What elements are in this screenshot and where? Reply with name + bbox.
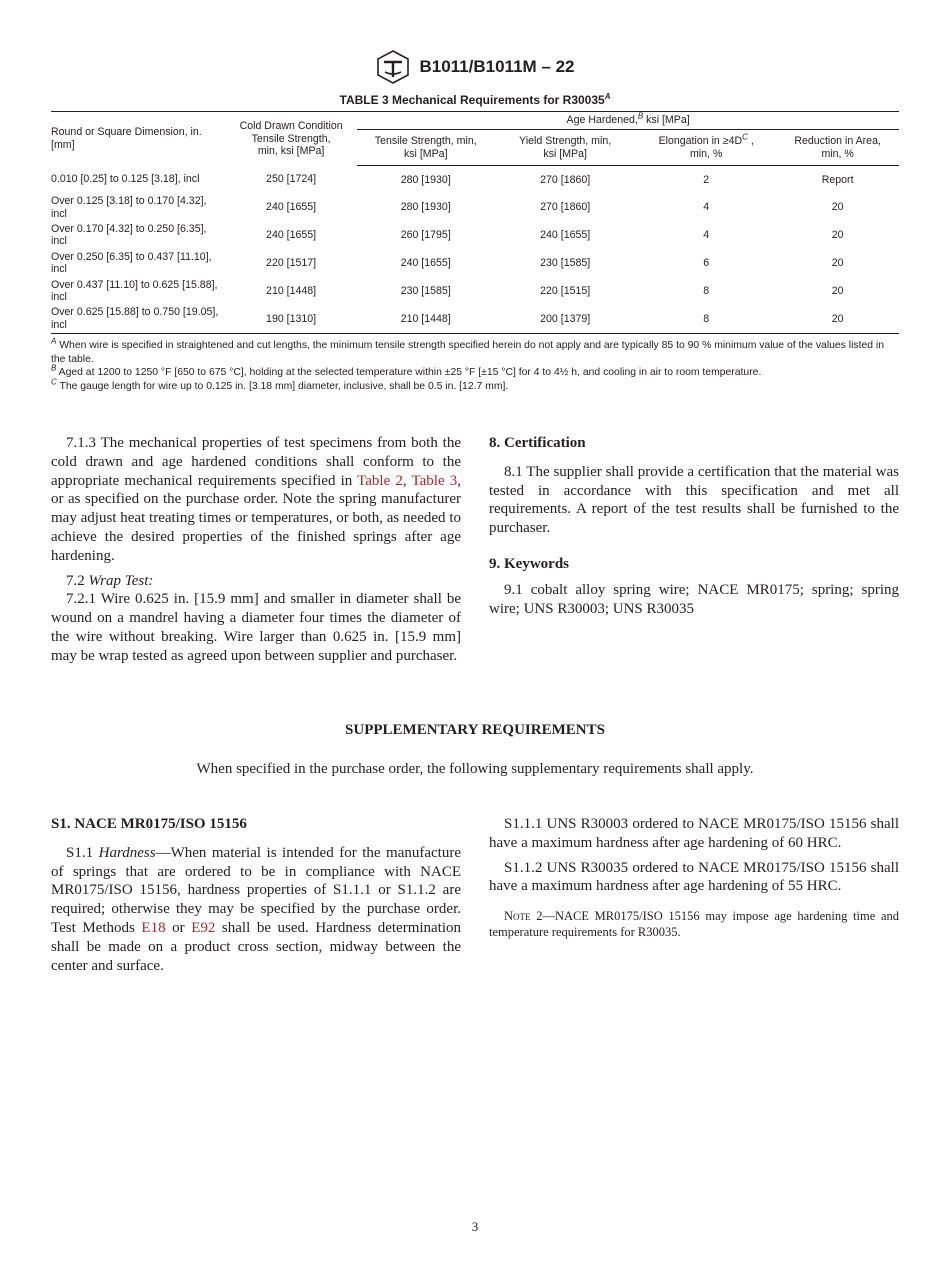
heading-s1: S1. NACE MR0175/ISO 15156 <box>51 816 247 832</box>
left-column-upper <box>51 434 461 666</box>
cell-age-tensile: 240 [1655] <box>400 257 451 270</box>
cell-age-tensile: 280 [1930] <box>400 173 451 186</box>
cell-reduction: 20 <box>831 257 844 270</box>
table-row <box>51 194 899 222</box>
cell-reduction: 20 <box>831 284 844 297</box>
cell-elongation: 8 <box>636 305 776 333</box>
header-dimension: Round or Square Dimension, in. [mm] <box>51 112 225 166</box>
cell-reduction: Report <box>821 173 854 186</box>
cell-yield: 240 [1655] <box>540 229 591 242</box>
footnote-b: $^B$ Aged at 1200 to 1250 °F [650 to 675 °C], holding at the selected temperature within ±25 °F [±15 °C] for 4 to 4½ h, and cooling in air to room temperature. <box>51 363 762 378</box>
cell-cold-tensile: 210 [1448] <box>266 284 317 297</box>
supplementary-intro: When specified in the purchase order, the following supplementary requirements shall apply. <box>196 761 754 777</box>
page-number: 3 <box>471 1219 479 1234</box>
link-e18[interactable]: E18 <box>141 919 166 936</box>
paragraph-s1-1-2: S1.1.2 UNS R30035 ordered to NACE MR0175/ISO 15156 shall have a maximum hardness after age hardening of 55 HRC. <box>489 859 899 895</box>
cell-dimension: Over 0.437 [11.10] to 0.625 [15.88], incl <box>51 278 218 304</box>
cell-age-tensile: 260 [1795] <box>400 229 451 242</box>
cell-reduction: 20 <box>831 201 844 214</box>
astm-logo-icon <box>375 50 411 84</box>
page-header <box>0 50 950 89</box>
table-row <box>51 222 899 250</box>
header-reduction-in-area: Reduction in Area, min, % <box>776 130 899 166</box>
cell-yield: 220 [1515] <box>540 284 591 297</box>
cell-yield: 270 [1860] <box>540 201 591 214</box>
header-tensile-strength: Tensile Strength, min, ksi [MPa] <box>357 130 494 166</box>
cell-elongation: 2 <box>703 173 710 186</box>
table-row <box>51 277 899 305</box>
cell-age-tensile: 280 [1930] <box>400 201 451 214</box>
cell-yield: 270 [1860] <box>540 173 591 186</box>
link-e92[interactable]: E92 <box>191 919 216 936</box>
cell-dimension: Over 0.170 [4.32] to 0.250 [6.35], incl <box>51 222 207 248</box>
supplementary-title: SUPPLEMENTARY REQUIREMENTS <box>345 722 605 738</box>
note-2: Note 2—NACE MR0175/ISO 15156 may impose age hardening time and temperature requirements for R30035. <box>489 909 899 940</box>
heading-certification: 8. Certification <box>489 435 586 451</box>
paragraph-7-1-3: 7.1.3 The mechanical properties of test specimens from both the cold drawn and age hardened conditions shall conform to the appropriate mechanical requirements specified in Table 2, Table 3, or as specified on the purchase order. Note the spring manufacturer may adjust heat treating times or temperatures, or both, as needed to achieve the desired properties of the finished springs after age hardening. <box>51 435 461 564</box>
paragraph-9-1: 9.1 cobalt alloy spring wire; NACE MR0175; spring; spring wire; UNS R30003; UNS R30035 <box>489 581 899 617</box>
header-elongation: Elongation in $\ge 4D^C$ , min, % <box>636 130 776 166</box>
left-column-lower <box>51 815 461 975</box>
table-title: TABLE 3 Mechanical Requirements for $R30035^A$ <box>339 92 611 107</box>
paragraph-7-2: 7.2 Wrap Test: <box>66 572 154 589</box>
cell-age-tensile: 230 [1585] <box>400 284 451 297</box>
cell-reduction: 20 <box>776 305 899 333</box>
paragraph-8-1: 8.1 The supplier shall provide a certification that the material was tested in accordance with this specification and met all requirements. A report of the test results shall be furnished to the purchaser. <box>489 463 899 537</box>
cell-reduction: 20 <box>831 229 844 242</box>
cell-dimension: Over 0.250 [6.35] to 0.437 [11.10], incl <box>51 250 212 276</box>
cell-cold-tensile: 220 [1517] <box>266 257 317 270</box>
table-row <box>51 249 899 277</box>
link-table-2[interactable]: Table 2 <box>357 472 403 489</box>
paragraph-s1-1-1: S1.1.1 UNS R30003 ordered to NACE MR0175/ISO 15156 shall have a maximum hardness after age hardening of 60 HRC. <box>489 816 899 851</box>
header-cold-drawn: Cold Drawn Condition Tensile Strength, min, ksi [MPa] <box>225 112 357 166</box>
cell-elongation: 4 <box>703 201 710 214</box>
footnote-a: $^A$ When wire is specified in straightened and cut lengths, the minimum tensile strength specified herein do not apply and are typically 85 to 90 % minimum value of the values listed in the table. <box>51 336 884 365</box>
paragraph-s1-1: S1.1 Hardness—When material is intended for the manufacture of springs that are ordered to be in compliance with NACE MR0175/ISO 15156, hardness properties of S1.1.1 or S1.1.2 are required; otherwise they may be specified by the purchase order. Test Methods E18 or E92 shall be used. Hardness determination shall be made on a product cross section, midway between the center and surface. <box>51 844 462 974</box>
cell-cold-tensile: 250 [1724] <box>266 173 317 186</box>
document-designation: B1011/B1011M – 22 <box>419 57 575 76</box>
table-row <box>51 305 899 333</box>
footnote-c: $^C$ The gauge length for wire up to 0.125 in. [3.18 mm] diameter, inclusive, shall be 0.5 in. [12.7 mm]. <box>51 377 509 392</box>
header-yield-strength: Yield Strength, min, ksi [MPa] <box>494 130 636 166</box>
cell-yield: 200 [1379] <box>494 305 636 333</box>
mechanical-requirements-table <box>51 111 899 334</box>
header-age-hardened: Age Hardened,$^B$ ksi [MPa] <box>357 112 899 130</box>
link-table-3[interactable]: Table 3 <box>411 472 458 489</box>
table-row <box>51 166 899 194</box>
right-column-upper <box>489 434 899 618</box>
cell-age-tensile: 210 [1448] <box>357 305 494 333</box>
paragraph-7-2-1: 7.2.1 Wire 0.625 in. [15.9 mm] and smaller in diameter shall be wound on a mandrel having a diameter four times the diameter of the wire without breaking. Wire larger than 0.625 in. [15.9 mm] may be wrap tested as agreed upon between supplier and purchaser. <box>51 591 461 664</box>
cell-yield: 230 [1585] <box>540 257 591 270</box>
cell-elongation: 4 <box>703 229 710 242</box>
cell-cold-tensile: 190 [1310] <box>225 305 357 333</box>
cell-cold-tensile: 240 [1655] <box>266 201 317 214</box>
cell-dimension: Over 0.125 [3.18] to 0.170 [4.32], incl <box>51 195 207 220</box>
right-column-lower <box>489 815 899 940</box>
heading-keywords: 9. Keywords <box>489 555 569 572</box>
table-footnotes <box>51 336 899 393</box>
cell-elongation: 8 <box>703 284 710 297</box>
cell-dimension: 0.010 [0.25] to 0.125 [3.18], incl <box>51 173 200 186</box>
cell-elongation: 6 <box>703 257 710 270</box>
cell-dimension: Over 0.625 [15.88] to 0.750 [19.05], incl <box>51 305 225 333</box>
cell-cold-tensile: 240 [1655] <box>266 229 317 242</box>
